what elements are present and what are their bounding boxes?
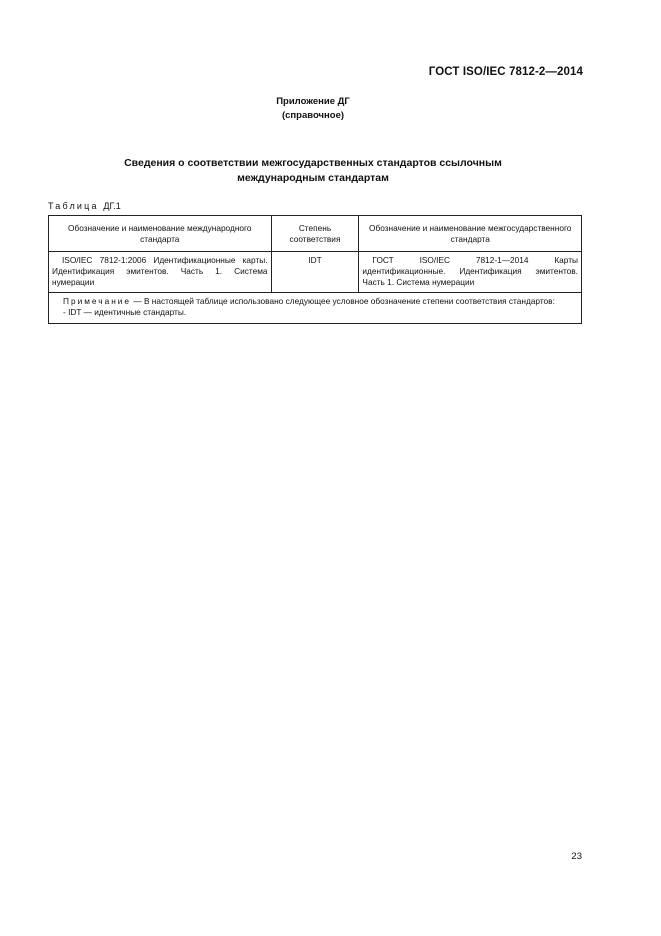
standards-correspondence-table xyxy=(48,215,582,324)
cell-interstate-standard xyxy=(359,252,582,293)
interstate-standard-text: ГОСТ ISO/IEC 7812-1—2014 Карты идентификационные. Идентификация эмитентов. Часть 1. Система нумерации xyxy=(362,255,578,287)
section-title-line-2: международным стандартам xyxy=(237,172,389,184)
table-row xyxy=(49,252,582,293)
appendix-subtitle: (справочное) xyxy=(281,110,345,121)
note-item-text: - IDT — идентичные стандарты. xyxy=(63,307,187,317)
section-title xyxy=(0,156,626,186)
cell-degree: IDT xyxy=(271,252,359,293)
appendix-title: Приложение ДГ xyxy=(276,96,350,107)
table-note xyxy=(49,293,582,324)
header-interstate-standard: Обозначение и наименование межгосударственного стандарта xyxy=(359,216,582,252)
appendix-heading xyxy=(0,95,626,123)
international-standard-text: ISO/IEC 7812-1:2006 Идентификационные карты. Идентификация эмитентов. Часть 1. Система нумерации xyxy=(52,255,268,287)
note-item xyxy=(53,307,577,318)
header-degree-of-correspondence: Степень соответствия xyxy=(271,216,359,252)
table-caption-number: ДГ.1 xyxy=(103,201,121,211)
header-international-standard: Обозначение и наименование международного стандарта xyxy=(49,216,272,252)
note-label: Примечание xyxy=(63,296,132,306)
note-paragraph xyxy=(53,296,577,307)
table-header-row xyxy=(49,216,582,252)
section-title-line-1: Сведения о соответствии межгосударственных стандартов ссылочным xyxy=(124,157,502,169)
table-note-row xyxy=(49,293,582,324)
cell-international-standard xyxy=(49,252,272,293)
document-header-code: ГОСТ ISO/IEC 7812-2—2014 xyxy=(428,66,583,78)
note-text: — В настоящей таблице использовано следующее условное обозначение степени соответствия стандартов: xyxy=(131,296,555,306)
table-caption-label: Таблица xyxy=(48,201,99,211)
page-number: 23 xyxy=(571,851,582,862)
table-caption xyxy=(48,201,121,211)
